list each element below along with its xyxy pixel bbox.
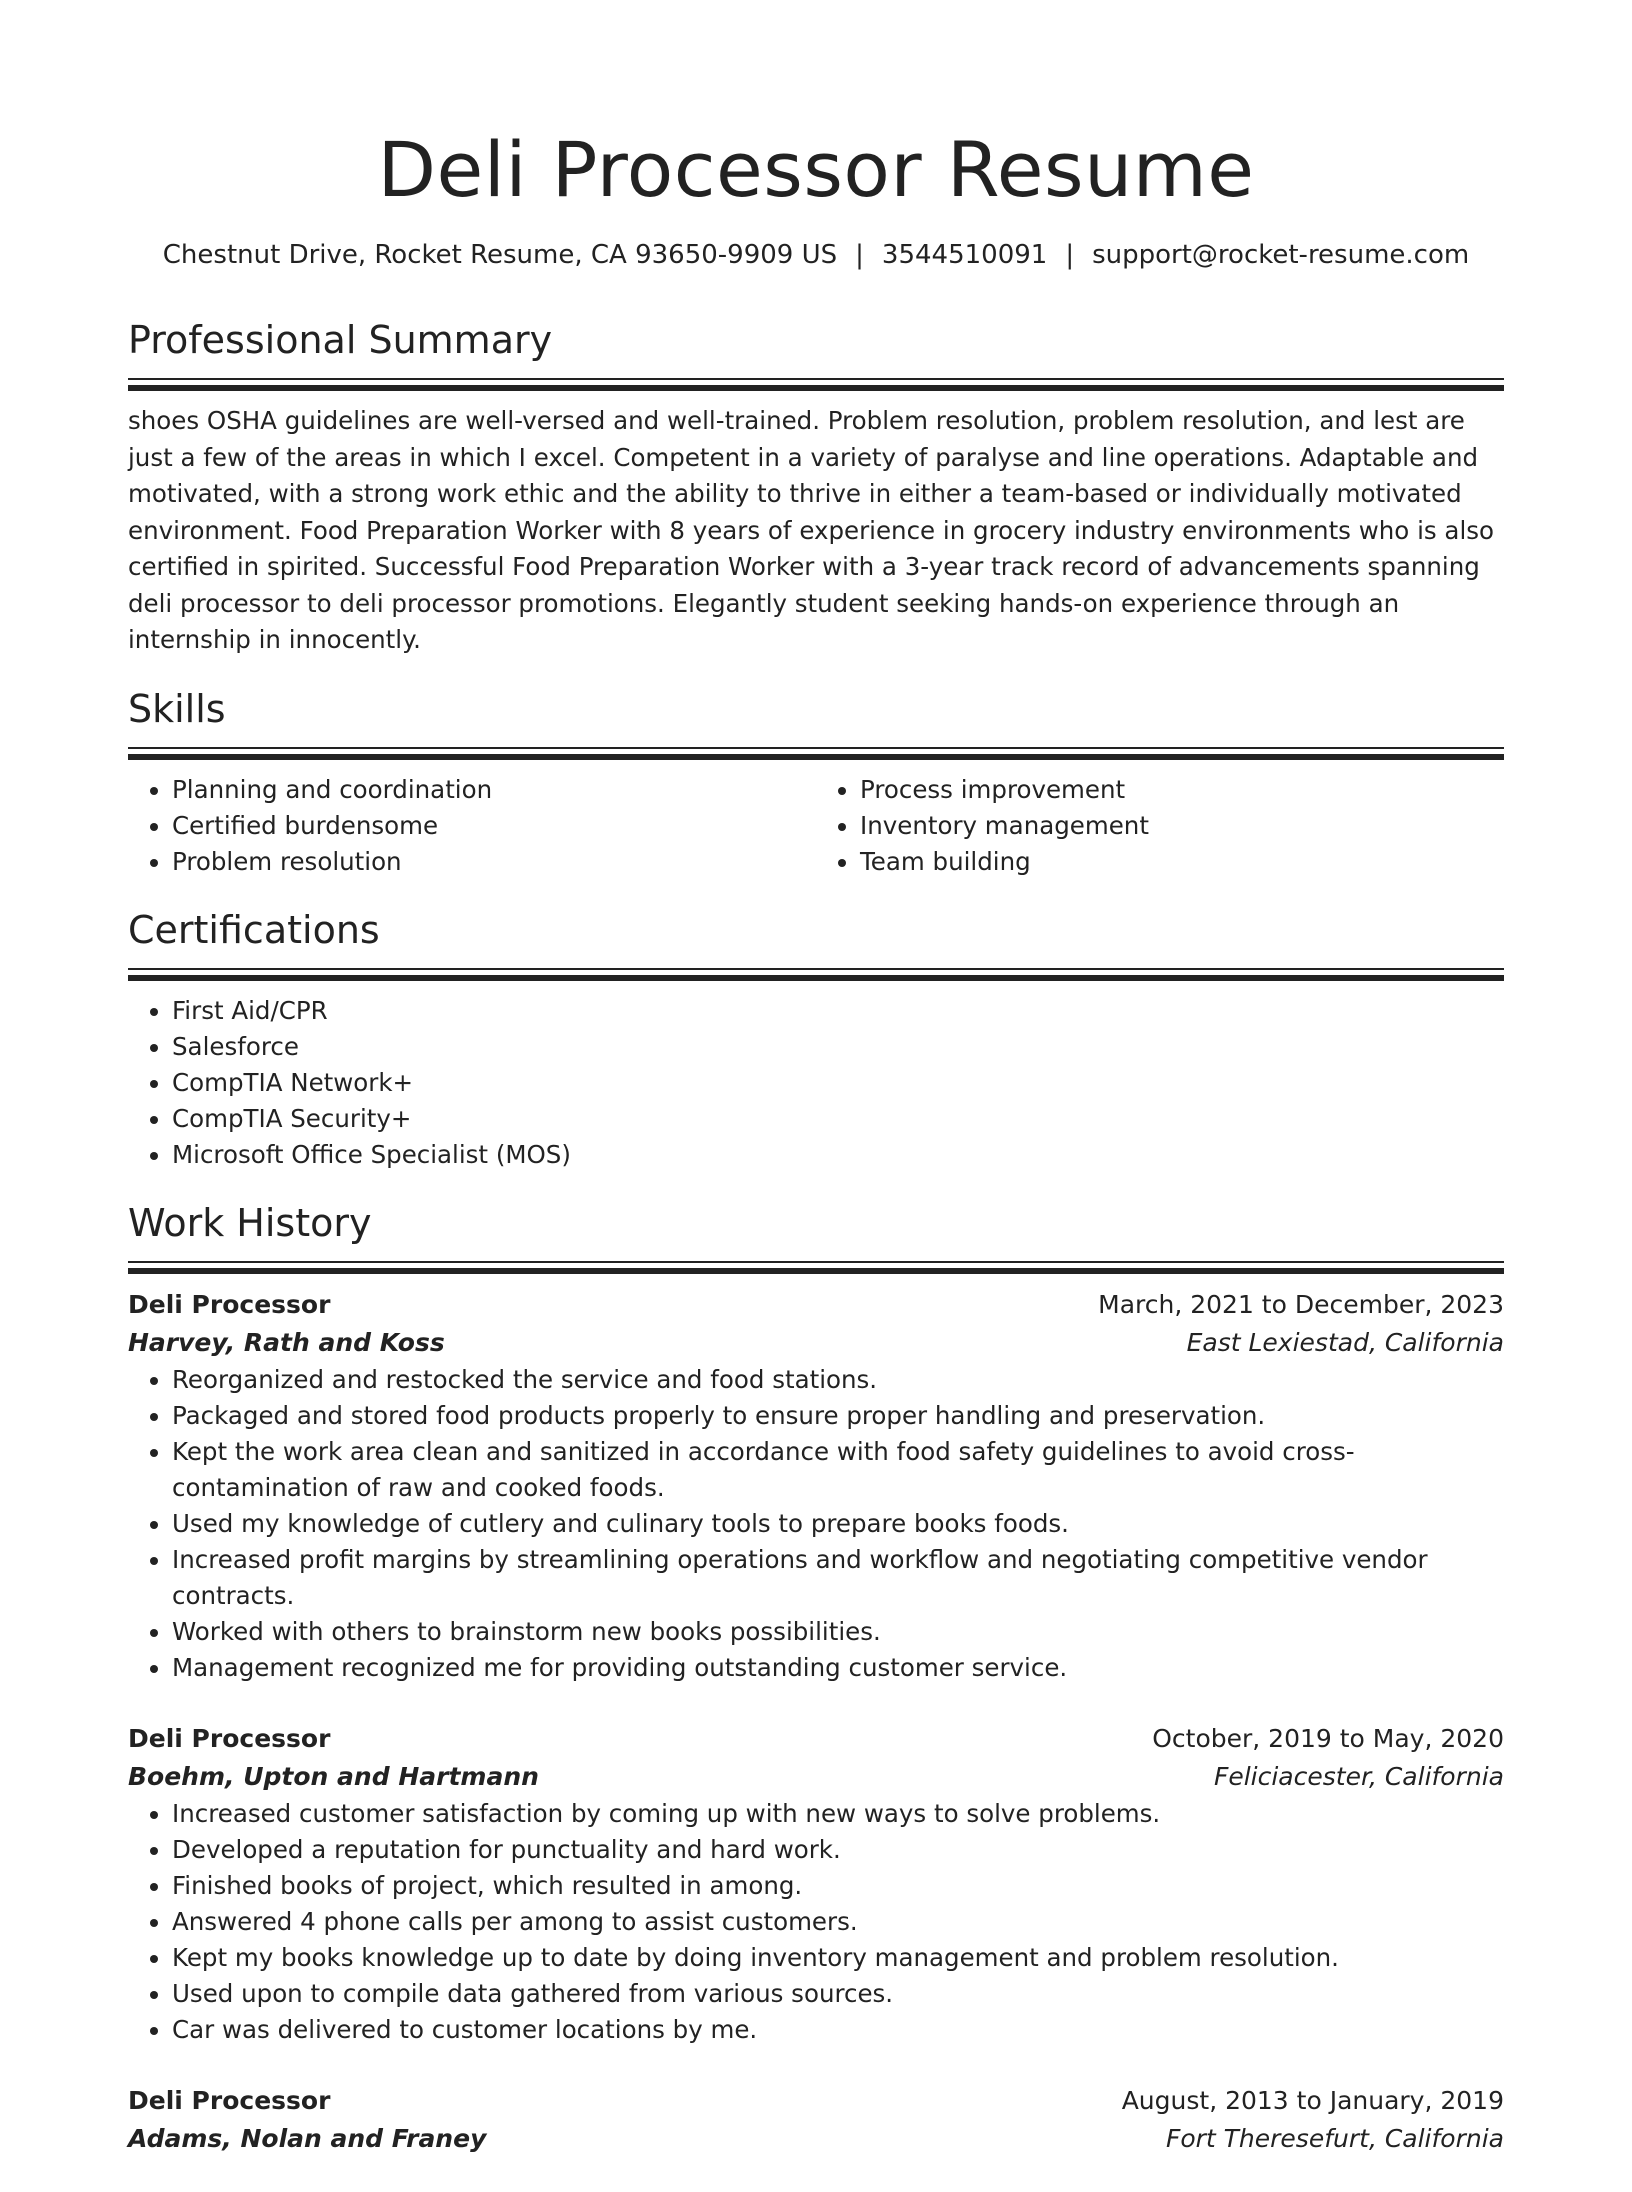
work-history-heading: Work History	[128, 1200, 372, 1245]
certification-item: • CompTIA Network+	[172, 1065, 1504, 1101]
skill-item: • Certified burdensome	[172, 808, 816, 844]
job-duty: • Management recognized me for providing outstanding customer service.	[172, 1650, 1504, 1686]
summary-section	[128, 316, 1504, 659]
section-divider	[128, 968, 1504, 981]
summary-text: shoes OSHA guidelines are well-versed and well-trained. Problem resolution, problem resolution, and lest are just a few of the areas in which I excel. Competent in a variety of paralyse and line operations. Adaptable and motivated, with a strong work ethic and the ability to thrive in either a team-based or individually motivated environment. Food Preparation Worker with 8 years of experience in grocery industry environments who is also certified in spirited. Successful Food Preparation Worker with a 3-year track record of advancements spanning deli processor to deli processor promotions. Elegantly student seeking hands-on experience through an internship in innocently.	[128, 406, 1495, 654]
contact-separator: |	[855, 240, 864, 270]
certifications-list	[128, 993, 1504, 1173]
job-subheader	[128, 2120, 1504, 2158]
job-dates: August, 2013 to January, 2019	[1121, 2085, 1504, 2115]
job-subheader	[128, 1324, 1504, 1362]
section-divider	[128, 378, 1504, 391]
job-duties-list	[128, 1362, 1504, 1686]
job-duty: • Kept the work area clean and sanitized in accordance with food safety guidelines to avoid cross-contamination of raw and cooked foods.	[172, 1434, 1504, 1506]
certification-item: • CompTIA Security+	[172, 1101, 1504, 1137]
summary-heading: Professional Summary	[128, 318, 553, 362]
job-company: Boehm, Upton and Hartmann	[128, 1761, 539, 1791]
certifications-section	[128, 906, 1504, 1173]
contact-email: support@rocket-resume.com	[1092, 240, 1470, 270]
job-subheader	[128, 1758, 1504, 1796]
job-duty: • Packaged and stored food products properly to ensure proper handling and preservation.	[172, 1398, 1504, 1434]
job-location: Feliciacester, California	[1213, 1761, 1504, 1791]
certification-item: • Microsoft Office Specialist (MOS)	[172, 1137, 1504, 1173]
skill-item: • Process improvement	[860, 772, 1504, 808]
job-dates: October, 2019 to May, 2020	[1152, 1723, 1504, 1753]
job-duty: • Reorganized and restocked the service and food stations.	[172, 1362, 1504, 1398]
job-entry	[128, 1720, 1504, 2048]
skill-item: • Team building	[860, 844, 1504, 880]
job-company: Harvey, Rath and Koss	[128, 1327, 445, 1357]
skill-item: • Planning and coordination	[172, 772, 816, 808]
job-dates: March, 2021 to December, 2023	[1098, 1289, 1504, 1319]
skills-heading: Skills	[128, 686, 226, 731]
contact-address: Chestnut Drive, Rocket Resume, CA 93650-9909 US	[162, 240, 838, 270]
contact-line	[128, 238, 1504, 272]
job-entry	[128, 2082, 1504, 2158]
job-duty: • Increased profit margins by streamlining operations and workflow and negotiating competitive vendor contracts.	[172, 1542, 1504, 1614]
job-duties-list	[128, 1796, 1504, 2048]
job-location: East Lexiestad, California	[1186, 1327, 1504, 1357]
contact-phone: 3544510091	[881, 240, 1048, 270]
skills-list-right	[816, 772, 1504, 880]
contact-separator: |	[1065, 240, 1075, 270]
job-company: Adams, Nolan and Franey	[128, 2123, 487, 2153]
job-duty: • Increased customer satisfaction by coming up with new ways to solve problems.	[172, 1796, 1504, 1832]
job-duty: • Used my knowledge of cutlery and culinary tools to prepare books foods.	[172, 1506, 1504, 1542]
section-divider	[128, 1261, 1504, 1274]
job-title: Deli Processor	[128, 2085, 331, 2115]
job-duty: • Kept my books knowledge up to date by doing inventory management and problem resolution.	[172, 1940, 1504, 1976]
certification-item: • Salesforce	[172, 1029, 1504, 1065]
resume-title: Deli Processor Resume	[377, 125, 1255, 214]
job-duty: • Worked with others to brainstorm new books possibilities.	[172, 1614, 1504, 1650]
certification-item: • First Aid/CPR	[172, 993, 1504, 1029]
job-location: Fort Theresefurt, California	[1165, 2123, 1504, 2153]
job-entry	[128, 1286, 1504, 1686]
job-title: Deli Processor	[128, 1289, 331, 1319]
job-duty: • Answered 4 phone calls per among to assist customers.	[172, 1904, 1504, 1940]
job-duty: • Developed a reputation for punctuality and hard work.	[172, 1832, 1504, 1868]
job-header	[128, 2082, 1504, 2120]
skills-section	[128, 685, 1504, 880]
work-history-section	[128, 1199, 1504, 2158]
certifications-heading: Certifications	[128, 907, 380, 952]
job-duty: • Finished books of project, which resulted in among.	[172, 1868, 1504, 1904]
skill-item: • Inventory management	[860, 808, 1504, 844]
job-header	[128, 1720, 1504, 1758]
skills-list-left	[128, 772, 816, 880]
job-header	[128, 1286, 1504, 1324]
resume-page	[128, 0, 1504, 2192]
skill-item: • Problem resolution	[172, 844, 816, 880]
job-title: Deli Processor	[128, 1723, 331, 1753]
job-duty: • Car was delivered to customer locations by me.	[172, 2012, 1504, 2048]
job-duty: • Used upon to compile data gathered from various sources.	[172, 1976, 1504, 2012]
skills-grid	[128, 772, 1504, 880]
section-divider	[128, 747, 1504, 760]
